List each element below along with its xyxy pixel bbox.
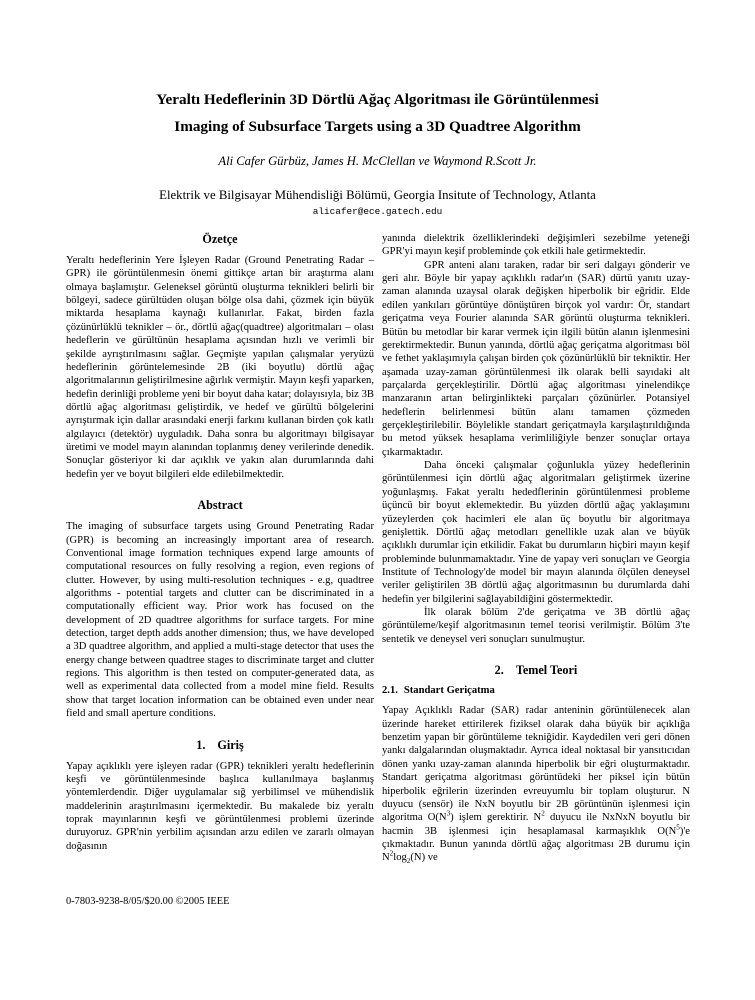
para5-superscript-1: 3 — [446, 809, 451, 818]
section-1-heading — [66, 738, 374, 752]
para5-part-c: duyucu ile NxNxN boyutlu bir hacmin 3B işlenmesi için hesaplamasal karmaşıklık O(N — [382, 812, 690, 837]
paper-header — [60, 92, 695, 216]
author-list: Ali Cafer Gürbüz, James H. McClellan ve Waymond R.Scott Jr. — [218, 154, 537, 169]
ozetce-heading: Özetçe — [202, 232, 238, 246]
section-2-title: Temel Teori — [515, 663, 578, 678]
right-paragraph-1: yanında dielektrik özelliklerindeki değişimleri sezebilme yeteneği GPR'yi mayın keşif probleminde çok etkili hale getirmektedir. — [382, 233, 690, 258]
section-1-number: 1. — [196, 737, 206, 752]
section-1-title: Giriş — [217, 737, 244, 752]
para5-superscript-3: 5 — [676, 823, 680, 832]
subsection-2-1-heading — [382, 685, 690, 697]
para5-subscript-1: 2 — [406, 857, 411, 866]
right-paragraph-3: Daha önceki çalışmalar çoğunlukla yüzey hedeflerinin görüntülenmesi için dörtlü ağaç algoritmaları geliştirmek üzerine yoğunlaşmış. Fakat yeraltı hededflerinin görüntülenmesi probleme üçüncü bir boyut eklemektedir. Bu yüzden dörtlü ağaç yaklaşımını yüzeylerden çok hacimleri ele alan üç boyutlu bir algoritmaya genişlettik. Dörtlü ağaç metodları genellikle uzak alan ve büyük açıklıklı durumlar için etkilidir. Fakat bu durumların hiçbiri mayın keşif probleminde bulunmamaktadır. Yine de yapay veri sonuçları ve Georgia Institute of Technology'de model bir mayın alanında ölçülen deneysel veriler geliştirilen 3B dörtlü ağaç algoritmasının bu durumlarda dahi hedefin yer bilgilerini sağlayabildiğini göstermektedir. — [382, 460, 690, 605]
paper-title-turkish: Yeraltı Hedeflerinin 3D Dörtlü Ağaç Algoritması ile Görüntülenmesi — [156, 91, 599, 108]
right-paragraph-4: İlk olarak bölüm 2'de geriçatma ve 3B dörtlü ağaç görüntüleme/keşif algoritmasının temel teorisi verilmiştir. Bölüm 3'te sentetik ve deneysel veri sonuçları sunulmuştur. — [382, 607, 690, 645]
para5-part-f: (N) ve — [410, 852, 438, 864]
para5-superscript-4: 2 — [389, 849, 394, 858]
affiliation-line: Elektrik ve Bilgisayar Mühendisliği Bölümü, Georgia Insitute of Technology, Atlanta — [159, 188, 596, 202]
ozetce-paragraph: Yeraltı hedeflerinin Yere İşleyen Radar (Ground Penetrating Radar – GPR) ile görüntülenmesin önemi gittikçe artan bir araştırma alanı olmaya başlamıştır. Geleneksel görüntü oluşturma teknikleri belirli bir bölgeyi, sadece gürültüden oluşan bölge olsa dahi, çözmek için büyük miktarda hesaplama kaynağı kullanırlar. Fakat, birden fazla çözünürlüklü teknikler – ör., dörtlü ağaç(quadtree) algoritmaları – olası hedeflerin ve gürültünün hesaplama açısından hızlı ve verimli bir şekilde ayrıştırılmasını sağlar. Geçmişte yapılan çalışmalar yeryüzü hedeflerinin görüntelemesinde 2B (iki boyutlu) dörtlü ağaç algoritmalarının geliştirilmesine ağırlık vermiştir. Mayın keşfi yaparken, hedefin derinliği probleme yeni bir boyut daha katar; dolayısıyla, biz 3B dörtlü ağaç algoritması geliştirdik, ve hedef ve gürültü bölgelerini ayrıştırmak için dallar arasındaki enerji farkını kullanan birden çok katlı algılayıcı (detektör) uyguladık. Daha sonra bu algoritmayı bilgisayar üretimi ve model mayın alanından toplanmış deney verilerinde denedik. Sonuçlar gösteriyor ki dar açıklık ve yakın alan durumlarında dahi hedefin yer ve boyut bilgileri elde edilebilmektedir. — [66, 255, 374, 480]
subsection-2-1-title: Standart Geriçatma — [403, 685, 495, 697]
section-1-paragraph: Yapay açıklıklı yere işleyen radar (GPR) teknikleri yeraltı hedeflerinin keşfi ve görüntülenmesinde başlıca kullanılmaya başlanmış yöntemlerdendir. Diğer uygulamalar sığ yerbilimsel ve mühendislik maddelerinin araştırılmasını içermektedir. Bu makalede biz yeraltı toprak mayınlarının keşfi ve görüntülenmesi problemi üzerinde duruyoruz. GPR'nin yerbilim açısından arzu edilen ve zararlı olmayan doğasının — [66, 760, 374, 852]
abstract-heading: Abstract — [197, 498, 243, 513]
para5-part-d: )'e çıkmaktadır. Bunun yanında dörtlü ağaç algoritması 2B durumu için N — [382, 825, 690, 864]
right-column — [382, 232, 690, 865]
left-column — [66, 232, 374, 853]
para5-superscript-2: 2 — [541, 809, 545, 818]
right-paragraph-2: GPR anteni alanı taraken, radar bir seri dalgayı gönderir ve geri alır. Böyle bir yapay açıklıklı radar'ın (SAR) dürtü yanıtı uzay-zaman alanında uzaysal olarak değişken hiperbolik bir eğridir. Elde edilen yankıları görüntüye dönüştüren birçok yol vardır: Ör, standart geriçatma veya Fourier alanında SAR görüntü oluşturma teknikleri. Bütün bu metodlar bir karar vermek için ilgili bütün alanın işlenmesini gerektirmektedir. Bunun yanında, dörtlü ağaç geriçatma algoritması böl ve fethet yaklaşımıyla çalışan birden çok çözünürlüklü bir tekniktir. Her aşamada uzay-zaman görüntülenmesi ilk olarak belli sayıdaki alt parçalarda gerçekleştirilir. Dörtlü ağaç algoritması yinelendikçe manzaranın artan belirginlikteki parçaları çözünürler. Potansiyel hedeflerin belirlenmesi bütün alanı tamamen çözmeden gerçekleştirilebilir. Böylelikle standart geriçatmayla karşılaştırıldığında bu metod yüksek hesaplama verimliliğiyle benzer sonuçlar ortaya çıkarmaktadır. — [382, 259, 690, 458]
two-column-body — [66, 232, 690, 932]
contact-email: alicafer@ece.gatech.edu — [312, 205, 443, 217]
subsection-2-1-paragraph — [382, 704, 690, 864]
para5-part-b: ) işlem gerektirir. N — [450, 812, 542, 824]
paper-title-english: Imaging of Subsurface Targets using a 3D Quadtree Algorithm — [174, 118, 581, 136]
subsection-2-1-number: 2.1. — [382, 685, 398, 697]
para5-part-a: Yapay Açıklıklı Radar (SAR) radar anteninin görüntülenecek alan üzerinde hareket ettirilerek fiziksel olarak daha büyük bir açıklığa benzetim yapan bir görüntüleme tekniğidir. Kaydedilen veri geri dönen yankı dalgalarından oluşmaktadır. Ayrıca ideal noktasal bir yansıtıcıdan dönen yankı uzay-zaman alanında hiperbolik bir eğri oluşturmaktadır. Standart geriçatma algoritması görüntüdeki her piksel için bütün hiperbolik eğrilerin üzerinden evreuyumlu bir toplam oluşturur. N duyucu (sensör) ile NxN boyutlu bir 2B görüntünün işlenmesi için algoritma O(N — [382, 705, 690, 824]
para5-part-e: log — [393, 852, 407, 864]
abstract-paragraph: The imaging of subsurface targets using Ground Penetrating Radar (GPR) is becoming an increasingly important area of research. Conventional image formation techniques expend large amounts of computational resources on fully resolving a region, even regions of clutter. However, by using multi-resolution techniques - e.g, quadtree algorithms - potential targets and clutter can be discriminated in a computationally efficient way. Prior work has focused on the development of 2D quadtree algorithms for surface targets. For mine detection, target depth adds another dimension; thus, we have developed a 3D quadtree algorithm, and applied a multi-stage detector that uses the energy change between quadtree stages to discriminate target and clutter regions. This algorithm is then tested on computer-generated data, as well as experimental data collected from a model mine field. Results show that target location information can be obtained even under near field and small aperture conditions. — [66, 521, 374, 720]
section-2-heading — [382, 663, 690, 677]
copyright-footer: 0-7803-9238-8/05/$20.00 ©2005 IEEE — [66, 896, 230, 907]
section-2-number: 2. — [494, 663, 504, 678]
